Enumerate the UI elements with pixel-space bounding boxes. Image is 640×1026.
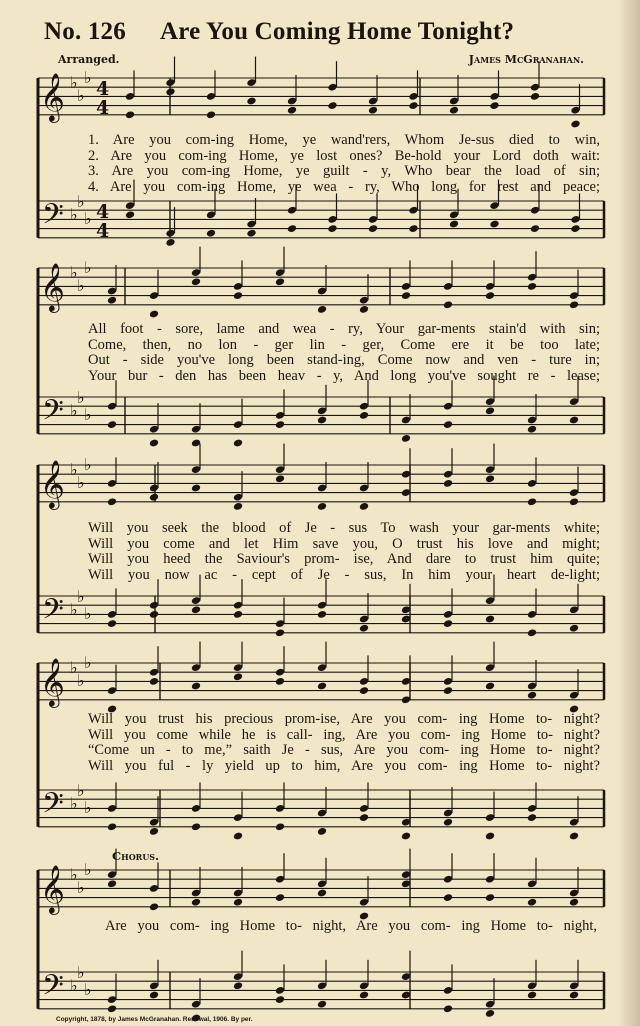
note-head bbox=[527, 628, 537, 637]
flat-icon: ♭ bbox=[77, 473, 85, 492]
arranged-note: Arranged. bbox=[58, 53, 120, 66]
note-head bbox=[527, 497, 537, 506]
note-head bbox=[570, 224, 580, 233]
note-head bbox=[206, 110, 216, 119]
note-head bbox=[485, 406, 495, 415]
note-head bbox=[485, 1009, 495, 1018]
bass-clef-icon: 𝄢 bbox=[42, 593, 64, 633]
flat-icon: ♭ bbox=[70, 976, 78, 995]
note-head bbox=[107, 497, 117, 506]
note-head bbox=[527, 991, 537, 1000]
note-head bbox=[233, 610, 243, 619]
note-head bbox=[569, 497, 579, 506]
note-head bbox=[443, 300, 453, 309]
lyrics-system-3 bbox=[88, 521, 600, 583]
note-head bbox=[275, 277, 285, 286]
lyric-line: Will you now ac - cept of Je - sus, In him your heart de-light; bbox=[88, 566, 600, 583]
flat-icon: ♭ bbox=[70, 263, 78, 282]
flat-icon: ♭ bbox=[70, 600, 78, 619]
flat-icon: ♭ bbox=[70, 460, 78, 479]
treble-clef-icon: 𝄞 bbox=[40, 657, 65, 706]
note-head bbox=[485, 474, 495, 483]
flat-icon: ♭ bbox=[77, 963, 85, 982]
time-signature-top: 4 bbox=[96, 78, 110, 100]
note-head bbox=[275, 822, 285, 831]
lyric-line: Will you heed the Saviour's prom- ise, And dare to trust him quite; bbox=[88, 551, 600, 567]
note-head bbox=[149, 902, 159, 911]
lyric-line: 2. Are you com-ing Home, ye lost ones? Be-hold your Lord doth wait: bbox=[88, 147, 600, 164]
lyric-line: Come, then, no lon - ger lin - ger, Come ere it be too late; bbox=[88, 336, 600, 353]
note-head bbox=[489, 101, 499, 110]
lyric-line: 1. Are you com-ing Home, ye wand'rers, Whom Je-sus died to win, bbox=[88, 132, 600, 148]
note-head bbox=[165, 238, 175, 247]
flat-icon: ♭ bbox=[77, 276, 85, 295]
flat-icon: ♭ bbox=[77, 671, 85, 690]
note-head bbox=[408, 101, 418, 110]
note-head bbox=[443, 420, 453, 429]
flat-icon: ♭ bbox=[77, 587, 85, 606]
note-head bbox=[165, 87, 175, 96]
note-head bbox=[530, 224, 540, 233]
note-head bbox=[527, 691, 537, 700]
note-head bbox=[359, 502, 369, 511]
note-head bbox=[206, 229, 216, 238]
lyric-line: 3. Are you com-ing Home, ye guilt - y, Who bear the load of sin; bbox=[88, 163, 600, 179]
note-head bbox=[275, 474, 285, 483]
lyric-line: 4. Are you com-ing Home, ye wea - ry, Who long for rest and peace; bbox=[88, 178, 600, 195]
note-head bbox=[527, 898, 537, 907]
flat-icon: ♭ bbox=[84, 455, 92, 474]
note-head bbox=[485, 832, 495, 841]
note-head bbox=[107, 420, 117, 429]
note-head bbox=[287, 106, 297, 115]
note-head bbox=[443, 1004, 453, 1013]
note-head bbox=[233, 981, 243, 990]
note-head bbox=[443, 686, 453, 695]
note-head bbox=[449, 220, 459, 229]
chorus-label: Chorus. bbox=[112, 849, 160, 863]
lyrics-system-1 bbox=[88, 133, 600, 195]
note-head bbox=[149, 827, 159, 836]
note-head bbox=[149, 610, 159, 619]
flat-icon: ♭ bbox=[84, 258, 92, 277]
note-head bbox=[287, 224, 297, 233]
note-head bbox=[443, 893, 453, 902]
note-head bbox=[233, 832, 243, 841]
note-head bbox=[569, 991, 579, 1000]
note-head bbox=[485, 682, 495, 691]
note-head bbox=[401, 434, 411, 443]
note-head bbox=[317, 416, 327, 425]
note-head bbox=[107, 296, 117, 305]
note-head bbox=[149, 439, 159, 448]
note-head bbox=[107, 822, 117, 831]
bass-clef-icon: 𝄢 bbox=[42, 969, 64, 1009]
note-head bbox=[359, 686, 369, 695]
treble-clef-icon: 𝄞 bbox=[40, 459, 65, 508]
lyrics-system-4 bbox=[88, 712, 600, 774]
note-head bbox=[107, 1004, 117, 1013]
note-head bbox=[107, 879, 117, 888]
note-head bbox=[401, 291, 411, 300]
lyric-line: “Come un - to me,” saith Je - sus, Are you com- ing Home to- night? bbox=[88, 742, 600, 758]
note-head bbox=[191, 822, 201, 831]
flat-icon: ♭ bbox=[84, 860, 92, 879]
note-head bbox=[527, 813, 537, 822]
lyric-line: Will you come while he is call- ing, Are you com- ing Home to- night? bbox=[88, 726, 600, 743]
flat-icon: ♭ bbox=[77, 86, 85, 105]
note-head bbox=[359, 624, 369, 633]
time-signature-top: 4 bbox=[96, 201, 110, 223]
note-head bbox=[149, 493, 159, 502]
note-head bbox=[317, 305, 327, 314]
note-head bbox=[317, 827, 327, 836]
note-head bbox=[107, 619, 117, 628]
lyric-line: Will you seek the blood of Je - sus To wash your gar-ments white; bbox=[88, 520, 600, 536]
note-head bbox=[275, 677, 285, 686]
note-head bbox=[233, 672, 243, 681]
note-head bbox=[233, 898, 243, 907]
note-head bbox=[149, 310, 159, 319]
note-head bbox=[149, 991, 159, 1000]
note-head bbox=[125, 110, 135, 119]
note-head bbox=[191, 898, 201, 907]
note-head bbox=[368, 106, 378, 115]
note-head bbox=[569, 898, 579, 907]
note-head bbox=[359, 813, 369, 822]
copyright-notice: Copyright, 1878, by James McGranahan. Renewal, 1906. By per. bbox=[56, 1016, 253, 1023]
note-head bbox=[317, 889, 327, 898]
note-head bbox=[527, 282, 537, 291]
note-head bbox=[359, 411, 369, 420]
note-head bbox=[569, 624, 579, 633]
flat-icon: ♭ bbox=[70, 794, 78, 813]
flat-icon: ♭ bbox=[70, 73, 78, 92]
note-head bbox=[327, 224, 337, 233]
note-head bbox=[149, 677, 159, 686]
bass-clef-icon: 𝄢 bbox=[42, 787, 64, 827]
flat-icon: ♭ bbox=[70, 401, 78, 420]
note-head bbox=[485, 615, 495, 624]
flat-icon: ♭ bbox=[84, 980, 92, 999]
note-head bbox=[246, 97, 256, 106]
note-head bbox=[246, 229, 256, 238]
hymn-number: No. 126 bbox=[44, 18, 126, 45]
flat-icon: ♭ bbox=[77, 192, 85, 211]
note-head bbox=[317, 502, 327, 511]
note-head bbox=[569, 300, 579, 309]
flat-icon: ♭ bbox=[84, 68, 92, 87]
note-head bbox=[368, 224, 378, 233]
lyric-line: Out - side you've long been stand-ing, Come now and ven - ture in; bbox=[88, 352, 600, 368]
flat-icon: ♭ bbox=[84, 405, 92, 424]
note-head bbox=[317, 610, 327, 619]
treble-clef-icon: 𝄞 bbox=[40, 262, 65, 311]
flat-icon: ♭ bbox=[84, 209, 92, 228]
lyric-line: Are you com- ing Home to- night, Are you com- ing Home to- night, bbox=[105, 918, 597, 934]
lyrics-system-2 bbox=[88, 322, 600, 384]
note-head bbox=[191, 277, 201, 286]
note-head bbox=[233, 502, 243, 511]
bass-clef-icon: 𝄢 bbox=[42, 198, 64, 238]
note-head bbox=[275, 893, 285, 902]
note-head bbox=[233, 439, 243, 448]
note-head bbox=[408, 224, 418, 233]
note-head bbox=[569, 832, 579, 841]
bass-clef-icon: 𝄢 bbox=[42, 394, 64, 434]
note-head bbox=[530, 92, 540, 101]
note-head bbox=[275, 995, 285, 1004]
flat-icon: ♭ bbox=[77, 388, 85, 407]
note-head bbox=[449, 106, 459, 115]
lyric-line: Your bur - den has been heav - y, And long you've sought re - lease; bbox=[88, 367, 600, 384]
composer: James McGranahan. bbox=[468, 53, 584, 66]
note-head bbox=[443, 479, 453, 488]
note-head bbox=[275, 628, 285, 637]
flat-icon: ♭ bbox=[77, 781, 85, 800]
time-signature-bottom: 4 bbox=[96, 220, 110, 242]
flat-icon: ♭ bbox=[84, 604, 92, 623]
note-head bbox=[317, 1000, 327, 1009]
note-head bbox=[317, 682, 327, 691]
note-head bbox=[191, 484, 201, 493]
note-head bbox=[191, 605, 201, 614]
flat-icon: ♭ bbox=[84, 653, 92, 672]
note-head bbox=[570, 120, 580, 129]
note-head bbox=[527, 425, 537, 434]
note-head bbox=[191, 682, 201, 691]
note-head bbox=[489, 220, 499, 229]
note-head bbox=[327, 101, 337, 110]
flat-icon: ♭ bbox=[77, 878, 85, 897]
treble-clef-icon: 𝄞 bbox=[40, 864, 65, 913]
lyric-line: Will you come and let Him save you, O trust his love and might; bbox=[88, 535, 600, 552]
note-head bbox=[485, 893, 495, 902]
treble-clef-icon: 𝄞 bbox=[40, 72, 65, 121]
flat-icon: ♭ bbox=[84, 798, 92, 817]
note-head bbox=[485, 291, 495, 300]
note-head bbox=[275, 420, 285, 429]
lyrics-chorus bbox=[105, 919, 597, 935]
flat-icon: ♭ bbox=[70, 205, 78, 224]
lyric-line: All foot - sore, lame and wea - ry, Your gar-ments stain'd with sin; bbox=[88, 321, 600, 337]
lyric-line: Will you trust his precious prom-ise, Are you com- ing Home to- night? bbox=[88, 711, 600, 727]
time-signature-bottom: 4 bbox=[96, 97, 110, 119]
note-head bbox=[443, 818, 453, 827]
flat-icon: ♭ bbox=[70, 865, 78, 884]
flat-icon: ♭ bbox=[70, 658, 78, 677]
note-head bbox=[569, 416, 579, 425]
hymn-title: Are You Coming Home Tonight? bbox=[160, 18, 515, 45]
lyric-line: Will you ful - ly yield up to him, Are you com- ing Home to- night? bbox=[88, 757, 600, 774]
note-head bbox=[233, 291, 243, 300]
note-head bbox=[401, 832, 411, 841]
note-head bbox=[125, 210, 135, 219]
note-head bbox=[443, 619, 453, 628]
note-head bbox=[359, 305, 369, 314]
note-head bbox=[359, 991, 369, 1000]
